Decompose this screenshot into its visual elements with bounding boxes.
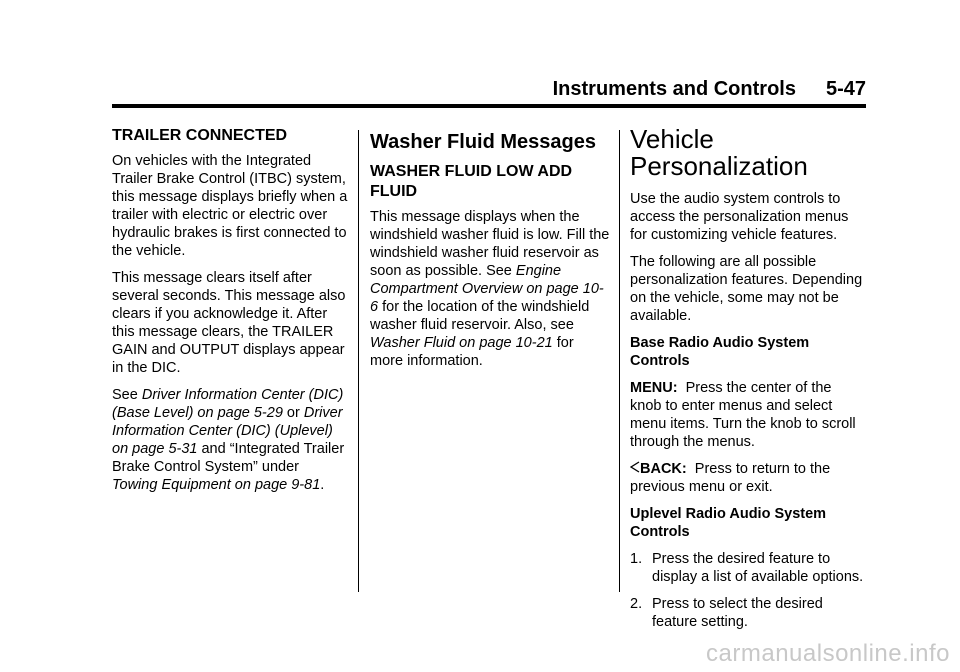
column-divider [619, 130, 620, 592]
cross-reference-link[interactable]: Towing Equipment on page 9-81 [112, 477, 321, 493]
column-1 [112, 126, 348, 503]
paragraph [630, 460, 866, 496]
menu-label: MENU: [630, 380, 678, 396]
heading-line: Personalization [630, 151, 808, 181]
back-label: BACK: [640, 461, 687, 477]
paragraph: Use the audio system controls to access the personalization menus for customizing vehicle features. [630, 191, 849, 243]
cross-reference-link[interactable]: Driver Information Center (DIC) (Uplevel) on page 5-31 [112, 405, 343, 457]
cross-reference-link[interactable]: Washer Fluid on page 10-21 [370, 335, 553, 351]
section-title: Instruments and Controls [552, 78, 796, 100]
vehicle-personalization-heading [630, 126, 866, 180]
paragraph [370, 208, 610, 370]
column-2 [370, 126, 610, 379]
paragraph: This message clears itself after several seconds. This message also clears if you acknowledge it. After this message clears, the TRAILER GAIN and OUTPUT displays appear in the DIC. [112, 270, 346, 376]
list-item [630, 595, 866, 631]
list-text: Press to select the desired feature setting. [652, 596, 823, 630]
text: Press the center of the knob to enter menus and select menu items. Turn the knob to scroll through the menus. [630, 380, 856, 450]
column-divider [358, 130, 359, 592]
text: and “Integrated Trailer Brake Control System” under [112, 441, 345, 475]
paragraph [112, 386, 348, 494]
base-radio-heading: Base Radio Audio System Controls [630, 335, 810, 369]
column-3 [630, 126, 866, 640]
list-text: Press the desired feature to display a list of available options. [652, 551, 864, 585]
text: This message displays when the windshield washer fluid is low. Fill the windshield washer fluid reservoir as soon as possible. See [370, 209, 610, 279]
heading-line: Vehicle [630, 124, 714, 154]
text: See [112, 387, 142, 403]
text: . [320, 477, 325, 493]
text: or [282, 405, 304, 421]
text: for more information. [370, 335, 574, 369]
washer-fluid-subheading: WASHER FLUID LOW ADD FLUID [370, 163, 573, 200]
back-arrow-icon [630, 460, 640, 478]
list-number: 1. [630, 551, 643, 567]
trailer-connected-heading: TRAILER CONNECTED [112, 127, 288, 144]
text: for the location of the windshield washer fluid reservoir. Also, see [370, 299, 590, 333]
watermark: carmanualsonline.info [706, 640, 950, 667]
paragraph: On vehicles with the Integrated Trailer Brake Control (ITBC) system, this message displays briefly when a trailer with electric or electric over hydraulic brakes is first connected to the vehicle. [112, 153, 348, 259]
cross-reference-link[interactable]: Driver Information Center (DIC) (Base Level) on page 5-29 [112, 387, 344, 421]
header-rule [112, 104, 866, 108]
washer-fluid-heading: Washer Fluid Messages [370, 131, 596, 153]
paragraph: The following are all possible personalization features. Depending on the vehicle, some may not be available. [630, 254, 863, 324]
text: Press to return to the previous menu or exit. [630, 461, 831, 495]
page-number: 5-47 [825, 78, 866, 100]
list-number: 2. [630, 596, 643, 612]
uplevel-radio-heading: Uplevel Radio Audio System Controls [630, 506, 827, 540]
cross-reference-link[interactable]: Engine Compartment Overview on page 10-6 [370, 263, 604, 315]
paragraph [630, 379, 866, 451]
page-header [112, 78, 866, 101]
list-item [630, 550, 866, 586]
